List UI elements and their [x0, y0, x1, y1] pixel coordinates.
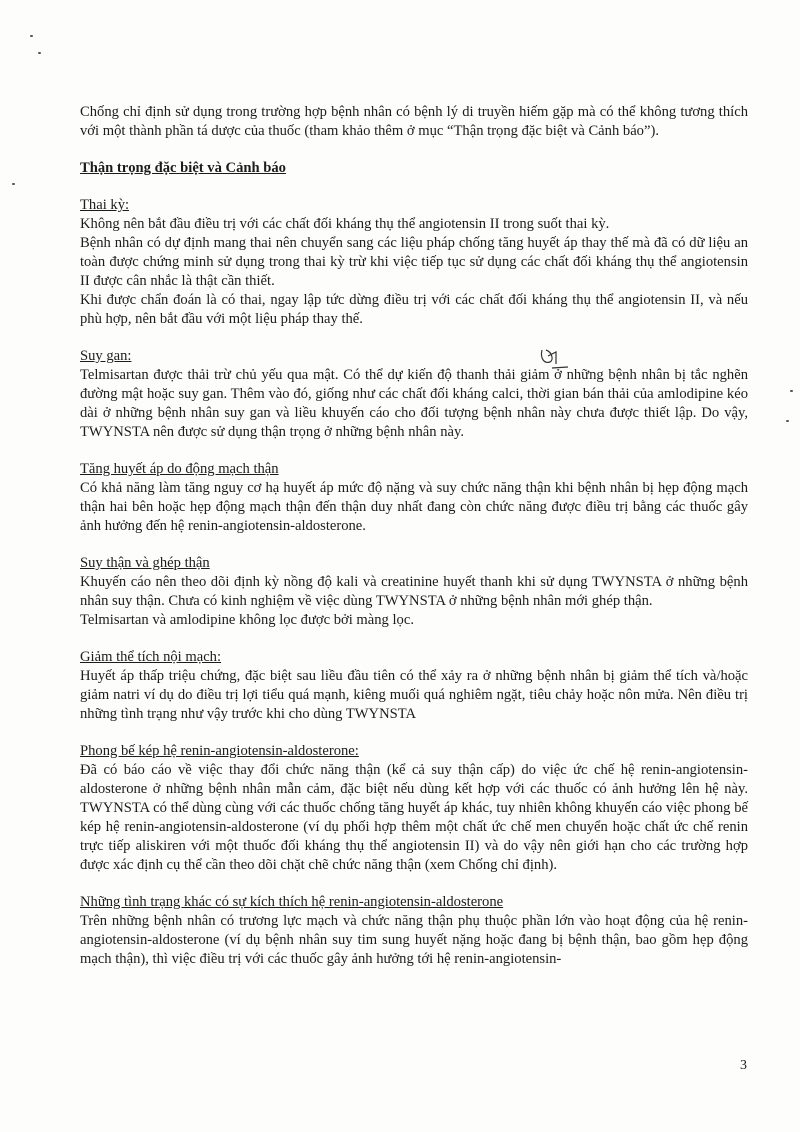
section-paragraph: Khi được chẩn đoán là có thai, ngay lập tức dừng điều trị với các chất đối kháng thụ thể angiotensin II, và nếu phù hợp, nên bắt đầu với một liệu pháp thay thế.: [80, 292, 748, 327]
section-paragraph: Huyết áp thấp triệu chứng, đặc biệt sau liều đầu tiên có thể xảy ra ở những bệnh nhân bị giảm thể tích và/hoặc giảm natri ví dụ do điều trị lợi tiểu quá mạnh, kiêng muối quá nghiêm ngặt, tiêu chảy hoặc nôn mửa. Nên điều trị những tình trạng như vậy trước khi cho dùng TWYNSTA: [80, 668, 748, 722]
scan-speck-icon: [790, 390, 793, 392]
section-paragraph: Telmisartan và amlodipine không lọc được bởi màng lọc.: [80, 612, 414, 628]
section-title: Thai kỳ:: [80, 197, 130, 213]
scan-speck-icon: [30, 35, 33, 37]
scan-speck-icon: [786, 420, 789, 422]
scan-speck-icon: [12, 183, 15, 185]
section-paragraph: Không nên bắt đầu điều trị với các chất đối kháng thụ thể angiotensin II trong suốt thai kỳ.: [80, 216, 610, 232]
section-paragraph: Có khả năng làm tăng nguy cơ hạ huyết áp mức độ nặng và suy chức năng thận khi bệnh nhân bị hẹp động mạch thận hai bên hoặc hẹp động mạch thận đến thận duy nhất đang còn chức năng được điều trị bằng các thuốc gây ảnh hưởng đến hệ renin-angiotensin-aldosterone.: [80, 480, 748, 534]
scan-speck-icon: [38, 52, 41, 54]
section-paragraph: Trên những bệnh nhân có trương lực mạch và chức năng thận phụ thuộc phần lớn vào hoạt động của hệ renin-angiotensin-aldosterone (ví dụ bệnh nhân suy tim sung huyết nặng hoặc đang bị bệnh thận, bao gồm hẹp động mạch thận), thì việc điều trị với các thuốc gây ảnh hưởng tới hệ renin-angiotensin-: [80, 913, 748, 967]
handwritten-mark-icon: [538, 344, 574, 370]
section-title: Những tình trạng khác có sự kích thích hệ renin-angiotensin-aldosterone: [80, 894, 504, 910]
section-liver-failure: [80, 347, 748, 442]
section-renal-failure: [80, 554, 748, 630]
section-title: Suy gan:: [80, 348, 132, 364]
section-pregnancy: [80, 196, 748, 329]
page-number: 3: [740, 1058, 747, 1073]
main-heading: Thận trọng đặc biệt và Cảnh báo: [80, 160, 286, 176]
section-other-conditions: [80, 893, 748, 969]
section-title: Giảm thể tích nội mạch:: [80, 649, 222, 665]
section-renovascular-hypertension: [80, 460, 748, 536]
section-title: Tăng huyết áp do động mạch thận: [80, 461, 279, 477]
intro-paragraph: Chống chỉ định sử dụng trong trường hợp bệnh nhân có bệnh lý di truyền hiếm gặp mà có thể không tương thích với một thành phần tá dược của thuốc (tham khảo thêm ở mục “Thận trọng đặc biệt và Cảnh báo”).: [80, 104, 748, 139]
section-paragraph: Khuyến cáo nên theo dõi định kỳ nồng độ kali và creatinine huyết thanh khi sử dụng TWYNSTA ở những bệnh nhân suy thận. Chưa có kinh nghiệm về việc dùng TWYNSTA ở những bệnh nhân mới ghép thận.: [80, 574, 748, 609]
section-title: Phong bế kép hệ renin-angiotensin-aldosterone:: [80, 743, 359, 759]
section-dual-blockade: [80, 742, 748, 875]
section-paragraph: Telmisartan được thải trừ chủ yếu qua mật. Có thể dự kiến độ thanh thải giảm ở những bệnh nhân bị tắc nghẽn đường mật hoặc suy gan. Thêm vào đó, giống như các chất đối kháng calci, thời gian bán thải của amlodipine kéo dài ở những bệnh nhân suy gan và liều khuyến cáo cho đối tượng bệnh nhân này chưa được thiết lập. Do vậy, TWYNSTA nên được sử dụng thận trọng ở những bệnh nhân này.: [80, 367, 748, 440]
section-volume-depletion: [80, 648, 748, 724]
section-title: Suy thận và ghép thận: [80, 555, 210, 571]
section-paragraph: Đã có báo cáo về việc thay đổi chức năng thận (kể cả suy thận cấp) do việc ức chế hệ renin-angiotensin-aldosterone ở những bệnh nhân mẫn cảm, đặc biệt nếu dùng kết hợp với các thuốc có ảnh hưởng lên hệ này. TWYNSTA có thể dùng cùng với các thuốc chống tăng huyết áp khác, tuy nhiên không khuyến cáo việc phong bế kép hệ renin-angiotensin-aldosterone (ví dụ phối hợp thêm một chất ức chế men chuyển hoặc chất ức chế renin trực tiếp aliskiren với một thuốc đối kháng thụ thể angiotensin II) và do vậy nên giới hạn cho các trường hợp được xác định cụ thể cần theo dõi chặt chẽ chức năng thận (xem Chống chỉ định).: [80, 762, 748, 873]
section-paragraph: Bệnh nhân có dự định mang thai nên chuyển sang các liệu pháp chống tăng huyết áp thay thế mà đã có dữ liệu an toàn được chứng minh sử dụng trong thai kỳ trừ khi việc tiếp tục sử dụng các chất đối kháng thụ thể angiotensin II được cân nhắc là thật cần thiết.: [80, 235, 748, 289]
document-page: [80, 103, 748, 969]
